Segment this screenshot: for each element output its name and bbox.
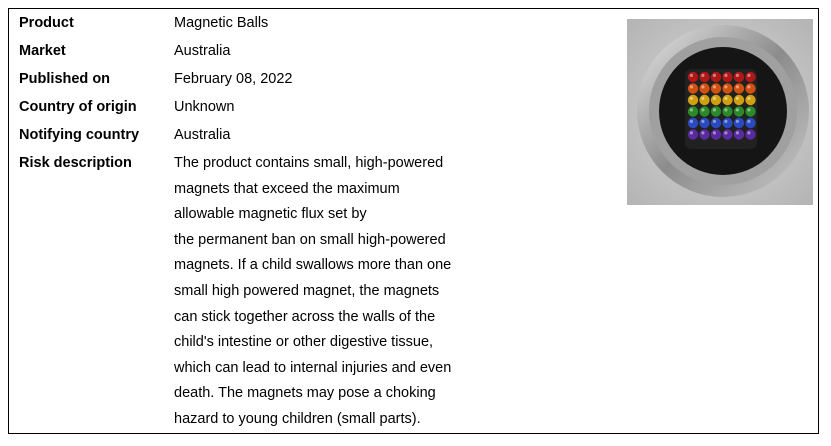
- magnetic-ball: [688, 95, 698, 105]
- risk-line: hazard to young children (small parts).: [174, 410, 421, 427]
- magnetic-ball: [734, 72, 744, 82]
- risk-line: magnets that exceed the maximum: [174, 180, 400, 197]
- risk-description-label: Risk description: [19, 155, 132, 171]
- ball-highlight: [724, 97, 727, 100]
- ball-highlight: [690, 85, 693, 88]
- ball-highlight: [701, 85, 704, 88]
- magnetic-ball: [711, 106, 721, 116]
- published-on-label: Published on: [19, 71, 111, 87]
- magnetic-ball: [722, 83, 732, 93]
- magnetic-ball: [734, 118, 744, 128]
- ball-highlight: [724, 85, 727, 88]
- magnetic-ball: [722, 95, 732, 105]
- notifying-country-label: Notifying country: [19, 127, 140, 143]
- ball-highlight: [736, 74, 739, 77]
- ball-highlight: [690, 131, 693, 134]
- magnetic-ball: [745, 72, 755, 82]
- magnetic-ball: [699, 95, 709, 105]
- risk-line: allowable magnetic flux set by: [174, 206, 367, 223]
- risk-description-text: [174, 154, 451, 436]
- magnetic-ball: [711, 83, 721, 93]
- magnetic-ball: [745, 95, 755, 105]
- magnetic-ball: [699, 72, 709, 82]
- market-label: Market: [19, 43, 66, 59]
- magnetic-ball: [699, 129, 709, 139]
- ball-highlight: [713, 97, 716, 100]
- ball-highlight: [724, 108, 727, 111]
- market-value: Australia: [174, 43, 231, 59]
- risk-line: The product contains small, high-powered: [174, 155, 444, 171]
- ball-highlight: [690, 97, 693, 100]
- magnetic-ball: [745, 129, 755, 139]
- risk-line: which can lead to internal injuries and even: [174, 359, 452, 376]
- risk-line: magnets. If a child swallows more than one: [174, 257, 452, 274]
- ball-highlight: [747, 97, 750, 100]
- ball-highlight: [701, 120, 704, 123]
- magnetic-ball: [688, 72, 698, 82]
- magnetic-ball: [711, 95, 721, 105]
- ball-highlight: [690, 74, 693, 77]
- risk-line: child's intestine or other digestive tissue,: [174, 334, 434, 351]
- ball-highlight: [724, 120, 727, 123]
- ball-highlight: [736, 85, 739, 88]
- magnetic-ball: [722, 129, 732, 139]
- magnetic-ball: [711, 118, 721, 128]
- ball-highlight: [747, 108, 750, 111]
- ball-highlight: [713, 120, 716, 123]
- magnetic-ball: [688, 106, 698, 116]
- notifying-country-value: Australia: [174, 127, 231, 143]
- risk-line: can stick together across the walls of the: [174, 308, 436, 325]
- product-photo-image: [627, 19, 813, 205]
- product-value: Magnetic Balls: [174, 15, 269, 31]
- ball-highlight: [713, 108, 716, 111]
- ball-highlight: [736, 97, 739, 100]
- ball-highlight: [690, 108, 693, 111]
- ball-highlight: [724, 74, 727, 77]
- ball-highlight: [736, 108, 739, 111]
- magnetic-ball: [745, 118, 755, 128]
- ball-highlight: [713, 74, 716, 77]
- published-on-value: February 08, 2022: [174, 71, 293, 87]
- magnetic-ball: [711, 129, 721, 139]
- magnetic-ball: [734, 95, 744, 105]
- magnetic-ball: [699, 83, 709, 93]
- risk-line: death. The magnets may pose a choking: [174, 385, 436, 402]
- ball-highlight: [736, 131, 739, 134]
- ball-highlight: [690, 120, 693, 123]
- magnetic-ball: [699, 118, 709, 128]
- ball-highlight: [701, 74, 704, 77]
- product-record-card: [8, 8, 819, 434]
- magnetic-ball: [699, 106, 709, 116]
- ball-highlight: [747, 85, 750, 88]
- magnetic-ball: [745, 106, 755, 116]
- ball-highlight: [747, 131, 750, 134]
- magnetic-ball: [688, 118, 698, 128]
- magnetic-ball: [711, 72, 721, 82]
- ball-highlight: [701, 131, 704, 134]
- magnetic-ball: [688, 83, 698, 93]
- ball-highlight: [747, 120, 750, 123]
- product-label: Product: [19, 15, 74, 31]
- ball-highlight: [747, 74, 750, 77]
- ball-highlight: [724, 131, 727, 134]
- country-of-origin-value: Unknown: [174, 99, 235, 115]
- magnetic-ball: [722, 106, 732, 116]
- magnetic-ball: [688, 129, 698, 139]
- country-of-origin-label: Country of origin: [19, 99, 137, 115]
- magnetic-ball: [734, 83, 744, 93]
- ball-highlight: [701, 108, 704, 111]
- ball-highlight: [736, 120, 739, 123]
- product-photo: [627, 19, 813, 205]
- magnetic-ball: [734, 129, 744, 139]
- magnetic-ball: [722, 118, 732, 128]
- risk-line: small high powered magnet, the magnets: [174, 282, 440, 299]
- ball-highlight: [701, 97, 704, 100]
- ball-highlight: [713, 85, 716, 88]
- magnetic-ball: [722, 72, 732, 82]
- magnetic-ball: [734, 106, 744, 116]
- magnetic-ball: [745, 83, 755, 93]
- risk-line: the permanent ban on small high-powered: [174, 231, 446, 248]
- ball-highlight: [713, 131, 716, 134]
